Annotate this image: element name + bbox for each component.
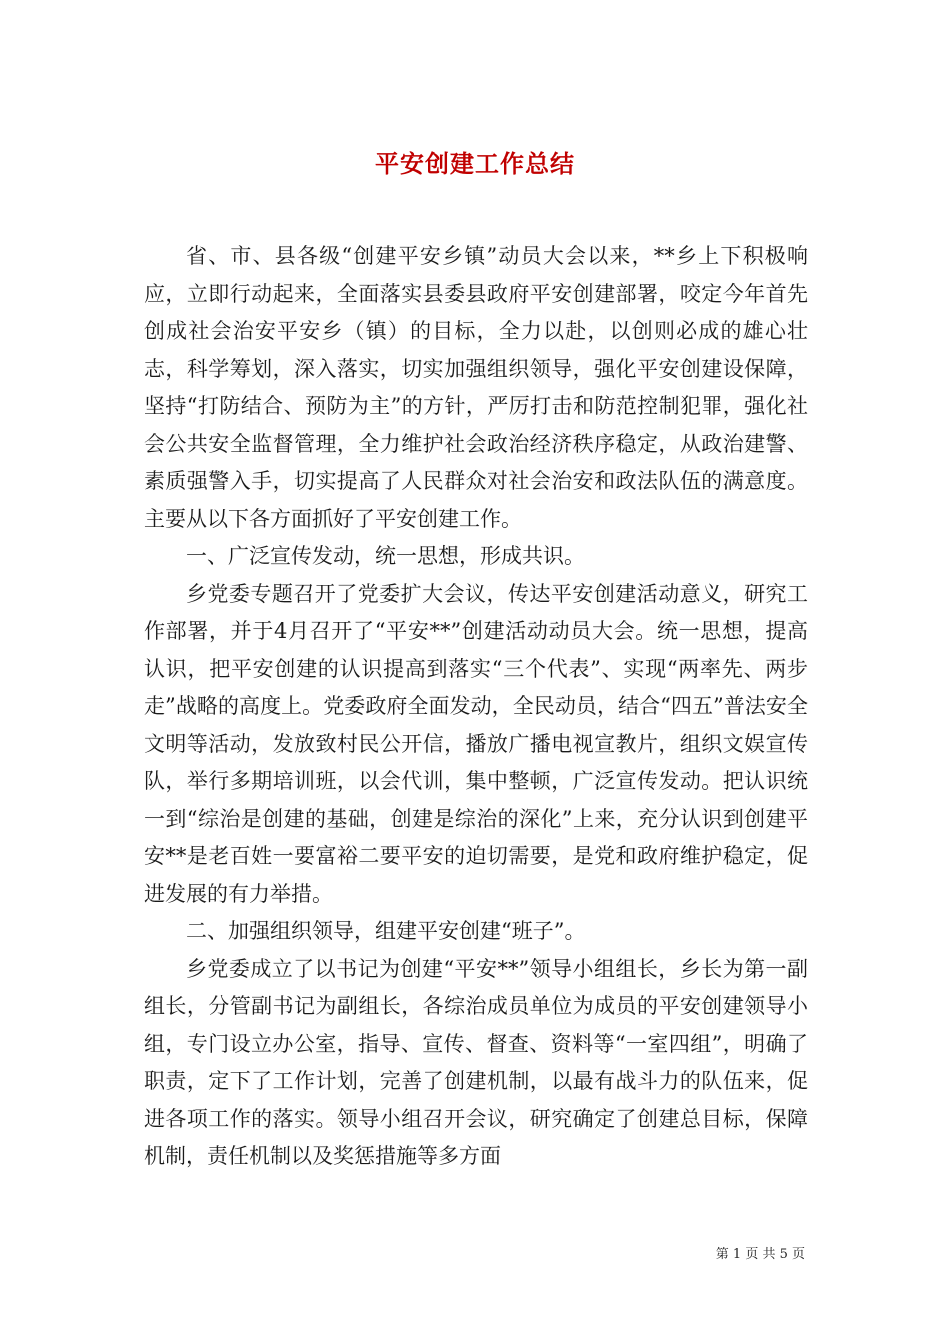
page-number-footer: 第 1 页 共 5 页 (715, 1247, 805, 1262)
document-title: 平安创建工作总结 (375, 149, 575, 179)
section-1-paragraph: 乡党委专题召开了党委扩大会议，传达平安创建活动意义，研究工作部署，并于4月召开了“平安**”创建活动动员大会。统一思想，提高认识，把平安创建的认识提高到落实“三个代表”、实现“两率先、两步走”战略的高度上。党委政府全面发动，全民动员，结合“四五”普法安全文明等活动，发放致村民公开信，播放广播电视宣教片，组织文娱宣传队，举行多期培训班，以会代训，集中整顿，广泛宣传发动。把认识统一到“综治是创建的基础，创建是综治的深化”上来，充分认识到创建平安**是老百姓一要富裕二要平安的迫切需要，是党和政府维护稳定，促进发展的有力举措。 (144, 581, 808, 906)
section-heading-1: 一、广泛宣传发动，统一思想，形成共识。 (186, 544, 585, 568)
intro-paragraph: 省、市、县各级“创建平安乡镇”动员大会以来，**乡上下积极响应，立即行动起来，全面落实县委县政府平安创建部署，咬定今年首先创成社会治安平安乡（镇）的目标，全力以赴，以创则必成的雄心壮志，科学筹划，深入落实，切实加强组织领导，强化平安创建设保障，坚持“打防结合、预防为主”的方针，严厉打击和防范控制犯罪，强化社会公共安全监督管理，全力维护社会政治经济秩序稳定，从政治建警、素质强警入手，切实提高了人民群众对社会治安和政法队伍的满意度。主要从以下各方面抓好了平安创建工作。 (144, 244, 808, 531)
section-2-paragraph: 乡党委成立了以书记为创建“平安**”领导小组组长，乡长为第一副组长，分管副书记为副组长，各综治成员单位为成员的平安创建领导小组，专门设立办公室，指导、宣传、督查、资料等“一室四组”，明确了职责，定下了工作计划，完善了创建机制，以最有战斗力的队伍来，促进各项工作的落实。领导小组召开会议，研究确定了创建总目标，保障机制，责任机制以及奖惩措施等多方面 (144, 956, 808, 1168)
section-heading-2: 二、加强组织领导，组建平安创建“班子”。 (186, 919, 586, 943)
document-body (144, 238, 808, 1176)
